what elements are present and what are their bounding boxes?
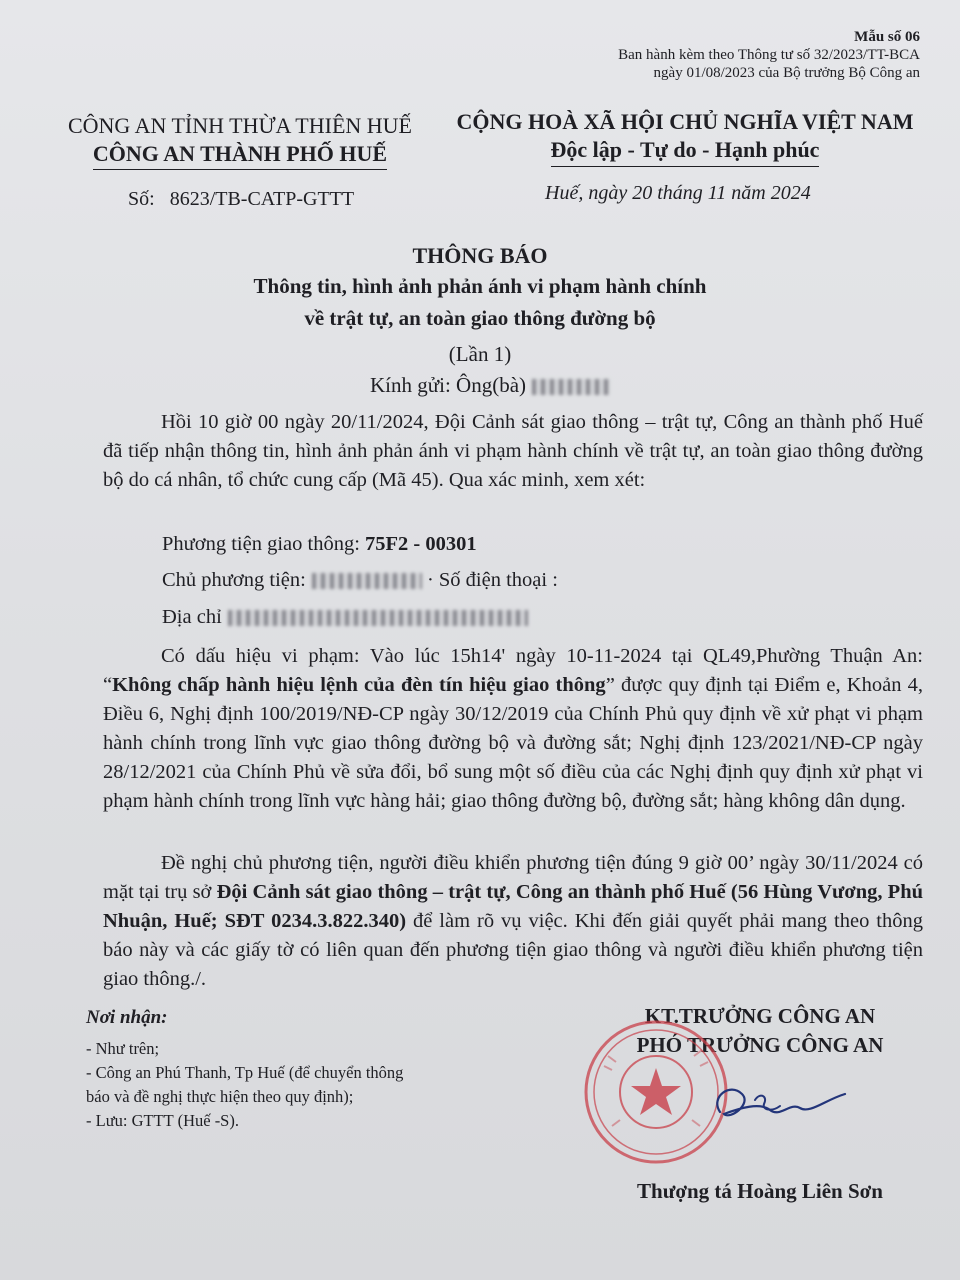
phone-label: · Số điện thoại :	[426, 569, 558, 591]
recipient-item: - Lưu: GTTT (Huế -S).	[86, 1111, 239, 1130]
request-post: để làm rõ vụ việc. Khi đến giải quyết phải mang theo thông báo này và các giấy tờ có liên quan đến phương tiện giao thông và người điều khiển phương tiện giao thông./.	[103, 910, 923, 990]
request-pre: Đề nghị chủ phương tiện, người điều khiển phương tiện đúng 9 giờ 00’ ngày 30/11/2024 có mặt tại trụ sở	[103, 852, 923, 903]
violation-pre: Có dấu hiệu vi phạm: Vào lúc 15h14' ngày 10-11-2024 tại QL49,Phường Thuận An: “	[103, 645, 923, 696]
form-issued-date: ngày 01/08/2023 của Bộ trưởng Bộ Công an	[653, 65, 920, 81]
signature-title-2: PHÓ TRƯỞNG CÔNG AN	[636, 1033, 884, 1057]
document-subtitle-2: về trật tự, an toàn giao thông đường bộ	[304, 306, 656, 330]
agency-header	[40, 112, 440, 170]
signer-name: Thượng tá Hoàng Liên Sơn	[637, 1179, 883, 1203]
redacted-address	[228, 610, 528, 626]
owner-line	[162, 569, 558, 592]
document-subtitle-1: Thông tin, hình ảnh phản ánh vi phạm hành chính	[253, 274, 707, 298]
nation-name: CỘNG HOÀ XÃ HỘI CHỦ NGHĨA VIỆT NAM	[456, 109, 914, 134]
addressee-label: Kính gửi: Ông(bà)	[370, 373, 527, 397]
request-paragraph	[103, 849, 923, 994]
address-line	[162, 606, 528, 629]
recipient-item: - Như trên;	[86, 1039, 160, 1058]
redacted-owner	[312, 573, 422, 589]
document-number	[128, 188, 354, 211]
document-number-label: Số:	[128, 188, 155, 210]
nation-motto: Độc lập - Tự do - Hạnh phúc	[551, 136, 820, 167]
form-number: Mẫu số 06	[854, 29, 920, 45]
vehicle-line	[162, 533, 477, 556]
address-label: Địa chỉ	[162, 606, 222, 628]
violation-paragraph	[103, 642, 923, 816]
notice-round: (Lần 1)	[448, 342, 512, 366]
agency-parent: CÔNG AN TỈNH THỪA THIÊN HUẾ	[67, 113, 412, 138]
place-date: Huế, ngày 20 tháng 11 năm 2024	[545, 182, 811, 204]
violation-name: Không chấp hành hiệu lệnh của đèn tín hiệu giao thông	[112, 674, 606, 696]
signature-title-1: KT.TRƯỞNG CÔNG AN	[644, 1004, 876, 1028]
intro-text: Hồi 10 giờ 00 ngày 20/11/2024, Đội Cảnh sát giao thông – trật tự, Công an thành phố Huế đã tiếp nhận thông tin, hình ảnh phản ánh vi phạm hành chính về trật tự, an toàn giao thông đường bộ do cá nhân, tổ chức cung cấp (Mã 45). Qua xác minh, xem xét:	[103, 411, 923, 491]
handwritten-signature-icon	[700, 1072, 850, 1132]
document-number-value: 8623/TB-CATP-GTTT	[169, 188, 355, 210]
nation-header	[440, 108, 930, 167]
form-reference	[618, 28, 920, 82]
addressee-line	[370, 373, 610, 398]
agency-name: CÔNG AN THÀNH PHỐ HUẾ	[93, 140, 387, 170]
recipient-item: báo và đề nghị thực hiện theo quy định);	[86, 1087, 354, 1106]
recipients-title: Nơi nhận:	[86, 1007, 168, 1028]
owner-label: Chủ phương tiện:	[162, 569, 306, 591]
violation-post: ” được quy định tại Điểm e, Khoản 4, Điều 6, Nghị định 100/2019/NĐ-CP ngày 30/12/2019 của Chính Phủ quy định về xử phạt vi phạm hành chính trong lĩnh vực giao thông đường bộ và đường sắt; Nghị định 123/2021/NĐ-CP ngày 28/12/2021 của Chính Phủ về sửa đổi, bổ sung một số điều của các Nghị định quy định xử phạt vi phạm hành chính trong lĩnh vực hàng hải; giao thông đường bộ, đường sắt; hàng không dân dụng.	[103, 674, 923, 812]
vehicle-label: Phương tiện giao thông:	[162, 533, 360, 555]
request-location: Đội Cảnh sát giao thông – trật tự, Công an thành phố Huế (56 Hùng Vương, Phú Nhuận, Huế; SĐT 0234.3.822.340)	[103, 881, 923, 932]
vehicle-plate: 75F2 - 00301	[365, 533, 477, 555]
recipient-item: - Công an Phú Thanh, Tp Huế (để chuyển thông	[86, 1063, 404, 1082]
redacted-name	[532, 379, 610, 395]
document-title: THÔNG BÁO	[412, 243, 548, 268]
form-issued-with: Ban hành kèm theo Thông tư số 32/2023/TT-BCA	[618, 47, 920, 63]
intro-paragraph	[103, 408, 923, 495]
